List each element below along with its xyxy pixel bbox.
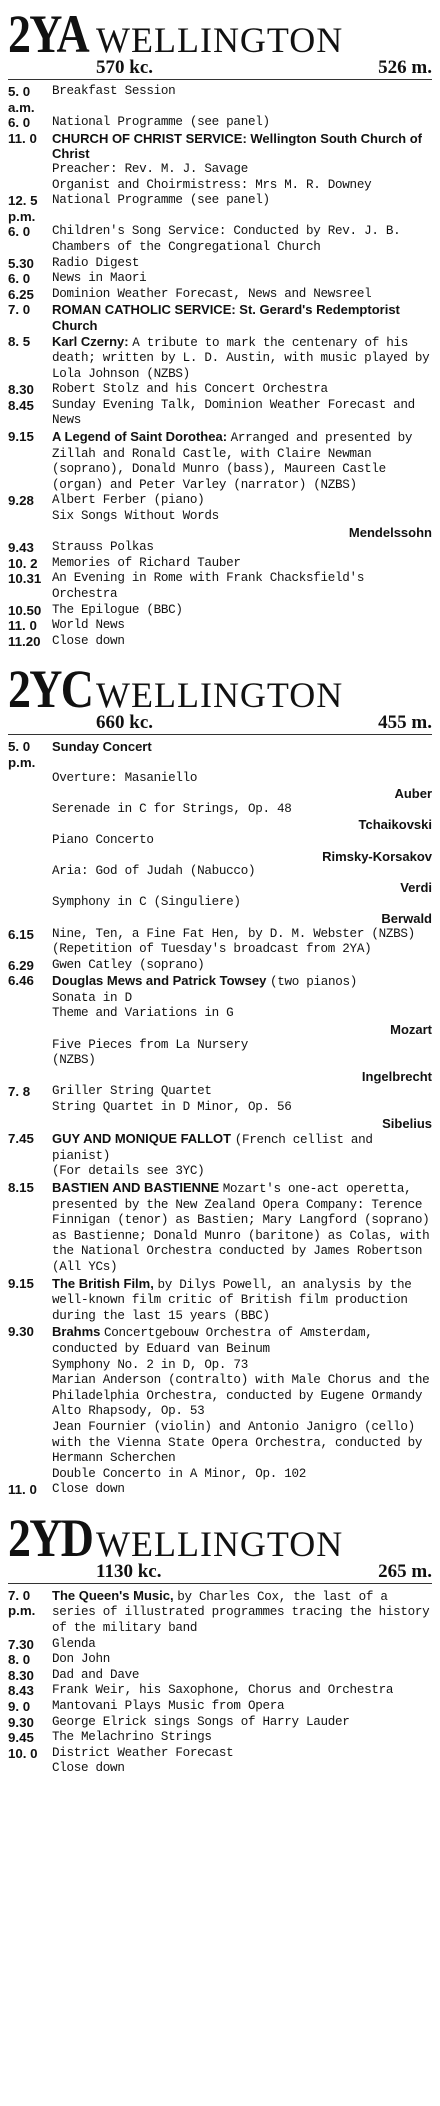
programme-description (52, 1164, 432, 1180)
programme-text: Close down (52, 1482, 125, 1497)
programme-text: by Dilys Powell, an analysis by the well-known film critic of British film production during the last 15 years (BBC) (52, 1277, 412, 1323)
programme-time: 8. 0 (8, 1652, 31, 1668)
programme-entry (8, 603, 432, 619)
programme-description (52, 540, 432, 556)
programme-text: (two pianos) (269, 975, 358, 990)
programme-entry (8, 1404, 432, 1420)
programme-description (52, 1715, 432, 1731)
programme-heading: Brahms (52, 1324, 105, 1340)
programme-text: Organist and Choirmistress: Mrs M. R. Downey (52, 177, 372, 192)
programme-text: Symphony No. 2 in D, Op. 73 (52, 1357, 248, 1372)
programme-entry (8, 556, 432, 572)
programme-time (8, 991, 52, 1007)
station-city: WELLINGTON (96, 1523, 344, 1564)
programme-heading: The Queen's Music, (52, 1587, 178, 1603)
station-header (8, 6, 432, 80)
programme-description (52, 382, 432, 398)
programme-description (52, 287, 432, 303)
programme-description (52, 556, 432, 572)
programme-description (52, 895, 432, 911)
programme-time: 9.15 (8, 1275, 34, 1291)
programme-text: Serenade in C for Strings, Op. 48 (52, 801, 292, 816)
programme-description (52, 802, 432, 818)
programme-description (52, 1668, 432, 1684)
programme-description (52, 1652, 432, 1668)
programme-text: Memories of Richard Tauber (52, 555, 241, 570)
programme-text: Robert Stolz and his Concert Orchestra (52, 382, 328, 397)
composer-credit: Rimsky-Korsakov (322, 848, 432, 864)
programme-text: An Evening in Rome with Frank Chacksfield's Orchestra (52, 571, 365, 601)
programme-description (52, 1730, 432, 1746)
programme-text: by Charles Cox, the last of a series of illustrated programmes tracing the history of the military band (52, 1589, 430, 1636)
programme-entry (8, 398, 432, 429)
programme-description (52, 193, 432, 224)
programme-text: Glenda (52, 1636, 96, 1651)
programme-description (52, 739, 432, 770)
programme-text: Dad and Dave (52, 1667, 140, 1682)
programme-time: 5.30 (8, 255, 34, 271)
programme-entry (8, 162, 432, 178)
programme-text: (French cellist and pianist) (52, 1133, 373, 1163)
programme-time (8, 1038, 52, 1054)
programme-time (8, 895, 52, 911)
programme-text: District Weather Forecast (52, 1745, 234, 1760)
programme-entry (8, 1746, 432, 1762)
programme-text: Double Concerto in A Minor, Op. 102 (52, 1466, 307, 1481)
programme-time: 10. 2 (8, 555, 38, 571)
programme-entry (8, 802, 432, 818)
programme-entry (8, 1131, 432, 1164)
programme-text: CHURCH OF CHRIST SERVICE: Wellington South Church of Christ (52, 130, 423, 162)
programme-time: 9.28 (8, 493, 34, 509)
programme-text: Children's Song Service: Conducted by Rev. J. B. Chambers of the Congregational Church (52, 224, 401, 254)
programme-time (8, 802, 52, 818)
programme-time: 9.43 (8, 540, 34, 556)
programme-entry (8, 973, 432, 991)
programme-time: 6. 0 (8, 115, 31, 131)
programme-description (52, 1761, 432, 1777)
programme-time: 7. 8 (8, 1084, 31, 1100)
station-city: WELLINGTON (96, 675, 344, 716)
programme-text: Marian Anderson (contralto) with Male Chorus and the Philadelphia Orchestra, conducted by Eugene Ormandy (52, 1373, 430, 1403)
programme-text: Jean Fournier (violin) and Antonio Janigro (cello) with the Vienna State Opera Orchestra, conducted by Hermann Scherchen (52, 1419, 423, 1466)
programme-description (52, 131, 432, 162)
programme-description (52, 115, 432, 131)
programme-entry (8, 540, 432, 556)
programme-text: A tribute to mark the centenary of his death; written by L. D. Austin, with music played by Lola Johnson (NZBS) (52, 335, 430, 381)
programme-time (8, 864, 52, 880)
programme-time: 7. 0 p.m. (8, 1587, 36, 1619)
composer-credit: Mendelssohn (348, 524, 432, 540)
programme-time (8, 1373, 52, 1404)
programme-text: Mozart's one-act operetta, presented by the New Zealand Opera Company: Terence Finnigan (tenor) as Bastien; Mary Langford (soprano) as Bastienne; Donald Munro (baritone) as Colas, with the National Orchestra conducted by James Robertson (All YCs) (52, 1182, 430, 1274)
programme-entry (8, 634, 432, 650)
programme-entry (8, 895, 432, 911)
programme-description (52, 927, 432, 958)
programme-description (52, 334, 432, 383)
programme-text: Concertgebouw Orchestra of Amsterdam, conducted by Eduard van Beinum (52, 1326, 373, 1356)
programme-time (8, 771, 52, 787)
programme-time: 5. 0 p.m. (8, 739, 36, 770)
programme-time (8, 1100, 52, 1116)
programme-description (52, 1053, 432, 1069)
programme-time: 9.30 (8, 1714, 34, 1730)
programme-heading: A Legend of Saint Dorothea: (52, 429, 231, 445)
programme-time (8, 1006, 52, 1022)
programme-time: 10. 0 (8, 1745, 38, 1761)
station-2yc (8, 661, 432, 1498)
wavelength: 265 m. (378, 1560, 432, 1582)
programme-text: Sunday Evening Talk, Dominion Weather Forecast and News (52, 397, 415, 428)
programme-time (8, 1467, 52, 1483)
programme-text: Alto Rhapsody, Op. 53 (52, 1404, 205, 1419)
programme-text: Overture: Masaniello (52, 770, 198, 785)
programme-text: Don John (52, 1652, 111, 1667)
programme-description (52, 1746, 432, 1762)
programme-text: Preacher: Rev. M. J. Savage (52, 161, 248, 176)
programme-entry (8, 256, 432, 272)
programme-time: 10.50 (8, 602, 42, 618)
programme-text: Mantovani Plays Music from Opera (52, 1699, 285, 1714)
programme-time: 7.30 (8, 1636, 34, 1652)
frequency: 1130 kc. (96, 1560, 162, 1582)
programme-time (8, 1761, 52, 1777)
programme-text: Aria: God of Judah (Nabucco) (52, 864, 256, 879)
programme-text: News in Maori (52, 271, 147, 286)
programme-text: Radio Digest (52, 255, 140, 270)
programme-entry (8, 1668, 432, 1684)
programme-text: Breakfast Session (52, 84, 176, 98)
programme-entry (8, 1373, 432, 1404)
station-2yd (8, 1507, 432, 1777)
programme-time: 6.15 (8, 926, 34, 942)
programme-description (52, 1006, 432, 1022)
programme-description (52, 398, 432, 429)
programme-description (52, 256, 432, 272)
programme-entry (8, 618, 432, 634)
programme-time: 8.30 (8, 1667, 34, 1683)
programme-description (52, 1467, 432, 1483)
programme-heading: Douglas Mews and Patrick Towsey (52, 973, 270, 989)
programme-text: ROMAN CATHOLIC SERVICE: St. Gerard's Redemptorist Church (52, 302, 400, 333)
programme-description (52, 833, 432, 849)
programme-entry (8, 115, 432, 131)
programme-time (8, 1358, 52, 1374)
programme-description (52, 1699, 432, 1715)
programme-time: 11. 0 (8, 130, 37, 146)
programme-time: 8.45 (8, 397, 34, 413)
programme-time: 8. 5 (8, 333, 31, 349)
programme-entry (8, 1637, 432, 1653)
programme-text: Nine, Ten, a Fine Fat Hen, by D. M. Webster (NZBS) (Repetition of Tuesday's broadcast from 2YA) (52, 926, 415, 957)
programme-text: Frank Weir, his Saxophone, Chorus and Orchestra (52, 1683, 394, 1698)
programme-time: 10.31 (8, 571, 42, 587)
composer-credit: Auber (394, 786, 432, 802)
programme-entry (8, 1730, 432, 1746)
programme-entry (8, 1482, 432, 1498)
programme-entry (8, 991, 432, 1007)
programme-time (8, 1404, 52, 1420)
programme-entry (8, 1699, 432, 1715)
programme-description (52, 634, 432, 650)
programme-time: 6.46 (8, 973, 34, 989)
programme-list (8, 1588, 432, 1777)
programme-entry (8, 1006, 432, 1022)
programme-description (52, 224, 432, 255)
programme-time (8, 178, 52, 194)
programme-text: George Elrick sings Songs of Harry Lauder (52, 1714, 350, 1729)
programme-time: 9.15 (8, 429, 34, 445)
programme-entry (8, 771, 432, 787)
programme-entry (8, 1038, 432, 1054)
programme-description (52, 271, 432, 287)
composer-credit: Tchaikovski (358, 817, 432, 833)
programme-description (52, 1637, 432, 1653)
programme-text: The Epilogue (BBC) (52, 602, 183, 617)
programme-text: Piano Concerto (52, 832, 154, 847)
programme-time: 6. 0 (8, 271, 31, 287)
wavelength: 455 m. (378, 712, 432, 734)
programme-entry (8, 1761, 432, 1777)
programme-description (52, 618, 432, 634)
programme-time: 8.43 (8, 1683, 34, 1699)
programme-description (52, 991, 432, 1007)
programme-time: 8.15 (8, 1180, 34, 1195)
programme-text: (NZBS) (52, 1053, 96, 1068)
programme-time (8, 1053, 52, 1069)
programme-entry (8, 334, 432, 383)
programme-time: 9.45 (8, 1730, 34, 1746)
programme-entry (8, 429, 432, 493)
programme-text: World News (52, 618, 125, 633)
programme-description (52, 1131, 432, 1164)
call-sign: 2YA (8, 4, 88, 64)
wavelength: 526 m. (378, 57, 432, 78)
programme-description (52, 302, 432, 333)
call-sign: 2YD (8, 1507, 93, 1568)
programme-description (52, 1084, 432, 1100)
programme-description (52, 1482, 432, 1498)
programme-text: Close down (52, 633, 125, 648)
programme-heading: GUY AND MONIQUE FALLOT (52, 1131, 235, 1147)
programme-text: Sonata in D (52, 990, 132, 1005)
programme-time: 7. 0 (8, 302, 31, 318)
programme-time (8, 509, 52, 525)
programme-description (52, 509, 432, 525)
programme-description (52, 973, 432, 991)
programme-text: Close down (52, 1761, 125, 1776)
composer-credit: Berwald (381, 910, 432, 926)
programme-entry (8, 833, 432, 849)
programme-text: Five Pieces from La Nursery (52, 1037, 248, 1052)
programme-entry (8, 382, 432, 398)
programme-heading: BASTIEN AND BASTIENNE (52, 1180, 223, 1195)
station-header (8, 1507, 432, 1584)
programme-description (52, 493, 432, 509)
programme-text: Gwen Catley (soprano) (52, 957, 205, 972)
programme-description (52, 1373, 432, 1404)
programme-time: 6. 0 (8, 224, 31, 240)
programme-time: 9. 0 (8, 1699, 31, 1715)
composer-credit: Verdi (400, 879, 432, 895)
programme-description (52, 1276, 432, 1325)
programme-text: (For details see 3YC) (52, 1164, 205, 1179)
programme-time (8, 1164, 52, 1180)
programme-description (52, 1683, 432, 1699)
programme-heading: The British Film, (52, 1275, 158, 1291)
programme-time: 5. 0 a.m. (8, 84, 35, 115)
composer-credit: Mozart (390, 1022, 432, 1038)
programme-text: National Programme (see panel) (52, 115, 270, 130)
station-2ya (8, 6, 432, 649)
programme-time (8, 1420, 52, 1467)
station-city: WELLINGTON (96, 20, 344, 60)
programme-entry (8, 1180, 432, 1276)
programme-text: Theme and Variations in G (52, 1006, 234, 1021)
programme-heading: Karl Czerny: (52, 333, 133, 349)
composer-credit: Ingelbrecht (361, 1068, 432, 1084)
programme-description (52, 178, 432, 194)
programme-description (52, 1100, 432, 1116)
programme-time: 7.45 (8, 1131, 34, 1147)
programme-list (8, 84, 432, 649)
programme-entry (8, 509, 432, 525)
programme-entry (8, 1053, 432, 1069)
station-header (8, 661, 432, 735)
programme-time: 8.30 (8, 382, 34, 398)
programme-description (52, 1358, 432, 1374)
programme-description (52, 1588, 432, 1637)
programme-text: Griller String Quartet (52, 1084, 212, 1099)
composer-credit: Sibelius (382, 1115, 432, 1131)
programme-time: 9.30 (8, 1324, 34, 1340)
programme-text: The Melachrino Strings (52, 1730, 212, 1745)
programme-entry (8, 1276, 432, 1325)
programme-description (52, 84, 432, 115)
programme-description (52, 429, 432, 493)
programme-description (52, 771, 432, 787)
programme-entry (8, 1100, 432, 1116)
programme-description (52, 1038, 432, 1054)
programme-entry (8, 1420, 432, 1467)
programme-entry (8, 493, 432, 509)
programme-entry (8, 193, 432, 224)
programme-entry (8, 927, 432, 958)
programme-time: 11. 0 (8, 1482, 37, 1498)
programme-text: Albert Ferber (piano) (52, 493, 205, 508)
programme-time: 11.20 (8, 633, 41, 649)
programme-text: String Quartet in D Minor, Op. 56 (52, 1100, 292, 1115)
programme-time: 11. 0 (8, 618, 37, 634)
programme-entry (8, 1683, 432, 1699)
programme-description (52, 1420, 432, 1467)
programme-entry (8, 131, 432, 162)
programme-text: Symphony in C (Singuliere) (52, 895, 241, 910)
programme-time: 6.29 (8, 957, 34, 973)
programme-entry (8, 1467, 432, 1483)
programme-entry (8, 178, 432, 194)
programme-time (8, 833, 52, 849)
programme-description (52, 162, 432, 178)
programme-text: Strauss Polkas (52, 540, 154, 555)
programme-description (52, 958, 432, 974)
programme-entry (8, 1652, 432, 1668)
programme-description (52, 603, 432, 619)
programme-text: Arranged and presented by Zillah and Ronald Castle, with Claire Newman (soprano), Donald Munro (bass), Maureen Castle (organ) and Peter Varley (narrator) (NZBS) (52, 431, 413, 492)
programme-text: Six Songs Without Words (52, 509, 219, 524)
programme-entry (8, 1084, 432, 1100)
programme-entry (8, 271, 432, 287)
call-sign: 2YC (8, 659, 93, 720)
programme-description (52, 1324, 432, 1357)
programme-description (52, 1180, 432, 1276)
programme-description (52, 864, 432, 880)
programme-entry (8, 1324, 432, 1357)
programme-description (52, 1404, 432, 1420)
programme-time: 6.25 (8, 286, 34, 302)
programme-entry (8, 224, 432, 255)
programme-text: Sunday Concert (52, 739, 152, 755)
programme-entry (8, 1164, 432, 1180)
programme-entry (8, 1715, 432, 1731)
programme-entry (8, 287, 432, 303)
programme-entry (8, 1358, 432, 1374)
programme-entry (8, 864, 432, 880)
programme-time: 12. 5 p.m. (8, 193, 38, 224)
programme-description (52, 571, 432, 602)
programme-entry (8, 958, 432, 974)
programme-entry (8, 302, 432, 333)
programme-time (8, 162, 52, 178)
programme-list (8, 739, 432, 1498)
programme-entry (8, 571, 432, 602)
programme-text: Dominion Weather Forecast, News and Newsreel (52, 286, 372, 301)
frequency: 660 kc. (96, 712, 153, 734)
frequency: 570 kc. (96, 57, 153, 78)
programme-entry (8, 84, 432, 115)
programme-text: National Programme (see panel) (52, 193, 270, 208)
programme-entry (8, 1588, 432, 1637)
programme-entry (8, 739, 432, 770)
